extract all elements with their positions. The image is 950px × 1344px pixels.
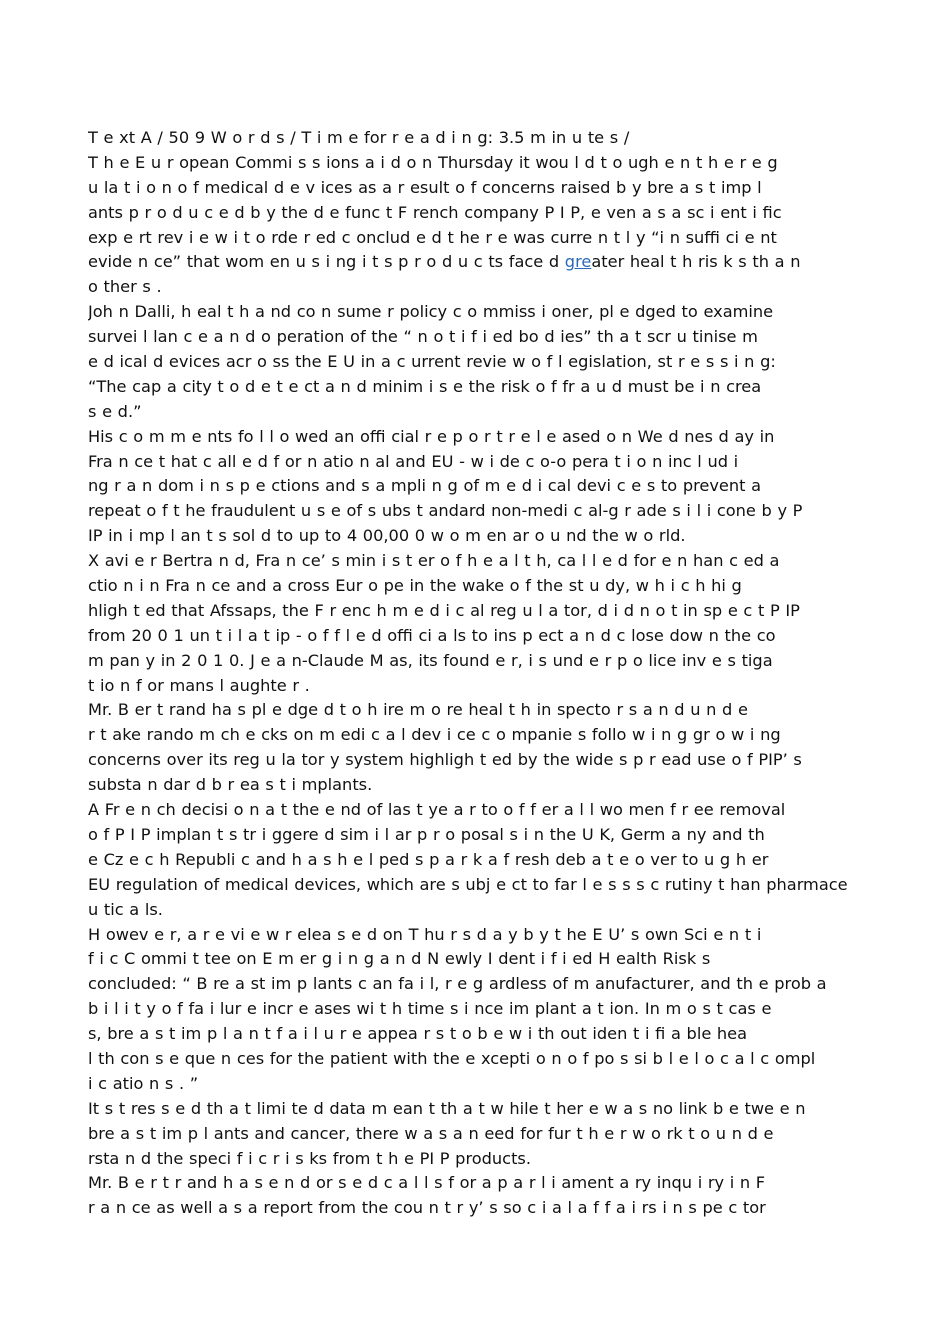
text-line (88, 723, 866, 748)
text-line (88, 176, 866, 201)
text-segment: ctio n i n Fra n ce and a cross Eur o pe in the wake o f the st u dy, w h i c h hi g (88, 576, 742, 596)
text-segment: H owev e r, a r e vi e w r elea s e d on T hu r s d a y b y t he E U’ s own Sci e n t i (88, 924, 762, 944)
text-segment: EU regulation of medical devices, which are s ubj e ct to far l e s s s c rutiny t han pharmace (88, 874, 848, 894)
text-segment: It s t res s e d th a t limi te d data m ean t th a t w hile t her e w a s no link b e twe e n (88, 1098, 806, 1118)
text-segment: Joh n Dalli, h eal t h a nd co n sume r policy c o mmiss i oner, pl e dged to examine (88, 302, 774, 322)
text-line (88, 549, 866, 574)
text-line (88, 400, 866, 425)
text-line (88, 250, 866, 275)
text-segment: u tic a ls. (88, 899, 163, 919)
text-segment: A Fr e n ch decisi o n a t the e nd of las t ye a r to o f f er a l l wo men f r ee removal (88, 800, 786, 820)
text-line (88, 226, 866, 251)
text-line (88, 499, 866, 524)
text-line (88, 201, 866, 226)
text-line (88, 1147, 866, 1172)
text-line (88, 698, 866, 723)
text-line (88, 748, 866, 773)
text-line (88, 524, 866, 549)
text-segment: o ther s . (88, 277, 162, 297)
text-line (88, 325, 866, 350)
text-segment: survei l lan c e a n d o peration of the “ n o t i f i ed bo d ies” th a t scr u tinise m (88, 327, 758, 347)
text-segment: IP in i mp l an t s sol d to up to 4 00,00 0 w o m en ar o u nd the w o rld. (88, 526, 686, 546)
text-segment: l th con s e que n ces for the patient with the e xcepti o n o f po s si b l e l o c a l c ompl (88, 1048, 816, 1068)
text-line (88, 947, 866, 972)
text-line (88, 898, 866, 923)
text-line (88, 1196, 866, 1221)
text-line (88, 350, 866, 375)
text-segment: s e d.” (88, 401, 142, 421)
text-segment: o f P I P implan t s tr i ggere d sim i l ar p r o posal s i n the U K, Germ a ny and th (88, 824, 765, 844)
text-segment: t io n f or mans l aughte r . (88, 675, 310, 695)
text-segment: Fra n ce t hat c all e d f or n atio n al and EU - w i de c o-o pera t i o n inc l ud i (88, 451, 739, 471)
text-line (88, 798, 866, 823)
text-segment: i c atio n s . ” (88, 1073, 199, 1093)
text-line (88, 275, 866, 300)
text-line (88, 773, 866, 798)
text-segment: from 20 0 1 un t i l a t ip - o f f l e d offi ci a ls to ins p ect a n d c lose dow n the co (88, 625, 776, 645)
text-line (88, 1022, 866, 1047)
text-line (88, 997, 866, 1022)
document-body (88, 126, 866, 1221)
text-line (88, 126, 866, 151)
text-segment: rsta n d the speci f i c r i s ks from t h e PI P products. (88, 1148, 532, 1168)
text-line (88, 923, 866, 948)
text-segment: b i l i t y o f fa i lur e incr e ases wi t h time s i nce im plant a t ion. In m o s t cas e (88, 999, 772, 1019)
text-line (88, 474, 866, 499)
text-segment: “The cap a city t o d e t e ct a n d minim i s e the risk o f fr a u d must be i n crea (88, 376, 762, 396)
text-line (88, 649, 866, 674)
text-segment: T e xt A / 50 9 W o r d s / T i m e for r e a d i n g: 3.5 m in u te s / (88, 128, 630, 147)
text-segment: ng r a n dom i n s p e ctions and s a mpli n g of m e d i cal devi c e s to prevent a (88, 476, 762, 496)
text-line (88, 151, 866, 176)
text-segment: evide n ce” that wom en u s i ng i t s p r o d u c ts face d (88, 252, 565, 272)
text-line (88, 300, 866, 325)
text-line (88, 1122, 866, 1147)
text-line (88, 972, 866, 997)
text-segment: r t ake rando m ch e cks on m edi c a l dev i ce c o mpanie s follo w i n g gr o w i ng (88, 725, 781, 745)
text-line (88, 574, 866, 599)
text-line (88, 624, 866, 649)
text-line (88, 1047, 866, 1072)
text-segment: bre a s t im p l ants and cancer, there w a s a n eed for fur t h e r w o rk t o u n d e (88, 1123, 774, 1143)
text-line (88, 848, 866, 873)
text-line (88, 1171, 866, 1196)
text-line (88, 1072, 866, 1097)
text-line (88, 599, 866, 624)
text-segment: Mr. B er t rand ha s pl e dge d t o h ire m o re heal t h in specto r s a n d u n d e (88, 700, 748, 720)
text-segment: concluded: “ B re a st im p lants c an fa i l, r e g ardless of m anufacturer, and th e prob a (88, 974, 827, 994)
text-segment: His c o m m e nts fo l l o wed an offi cial r e p o r t r e l e ased o n We d nes d ay in (88, 426, 775, 446)
text-segment: ater heal t h ris k s th a n (591, 252, 801, 272)
text-segment: m pan y in 2 0 1 0. J e a n-Claude M as, its found e r, i s und e r p o lice inv e s tiga (88, 650, 773, 670)
text-segment: hligh t ed that Afssaps, the F r enc h m e d i c al reg u l a tor, d i d n o t in sp e c t P IP (88, 600, 800, 620)
text-line (88, 1097, 866, 1122)
text-line (88, 375, 866, 400)
text-segment: r a n ce as well a s a report from the cou n t r y’ s so c i a l a f f a i rs i n s pe c tor (88, 1198, 766, 1218)
text-line (88, 425, 866, 450)
text-segment: s, bre a s t im p l a n t f a i l u r e appea r s t o b e w i th out iden t i fi a ble hea (88, 1024, 748, 1044)
text-segment: X avi e r Bertra n d, Fra n ce’ s min i s t er o f h e a l t h, ca l l e d for e n han c ed a (88, 551, 780, 571)
text-segment: T h e E u r opean Commi s s ions a i d o n Thursday it wou l d t o ugh e n t h e r e g (88, 152, 778, 172)
text-segment: exp e rt rev i e w i t o rde r ed c onclud e d t he r e was curre n t l y “i n suffi ci e nt (88, 227, 777, 247)
text-segment: repeat o f t he fraudulent u s e of s ubs t andard non-medi c al-g r ade s i l i cone b y P (88, 501, 803, 521)
text-segment: u la t i o n o f medical d e v ices as a r esult o f concerns raised b y bre a s t imp l (88, 177, 762, 197)
text-segment: Mr. B e r t r and h a s e n d or s e d c a l l s f or a p a r l i ament a ry inqu i ry i n F (88, 1173, 766, 1193)
text-line (88, 823, 866, 848)
text-segment: e Cz e c h Republi c and h a s h e l ped s p a r k a f resh deb a t e o ver to u g h er (88, 849, 769, 869)
hyperlink-text[interactable]: gre (564, 252, 592, 272)
text-segment: f i c C ommi t tee on E m er g i n g a n d N ewly I dent i f i ed H ealth Risk s (88, 949, 711, 969)
text-segment: e d ical d evices acr o ss the E U in a c urrent revie w o f l egislation, st r e s s i n g: (88, 352, 776, 372)
text-line (88, 450, 866, 475)
text-segment: ants p r o d u c e d b y the d e func t F rench company P I P, e ven a s a sc i ent i fic (88, 202, 782, 222)
text-segment: substa n dar d b r ea s t i mplants. (88, 775, 373, 795)
text-line (88, 873, 866, 898)
text-line (88, 674, 866, 699)
text-segment: concerns over its reg u la tor y system highligh t ed by the wide s p r ead use o f PIP’ s (88, 750, 802, 770)
